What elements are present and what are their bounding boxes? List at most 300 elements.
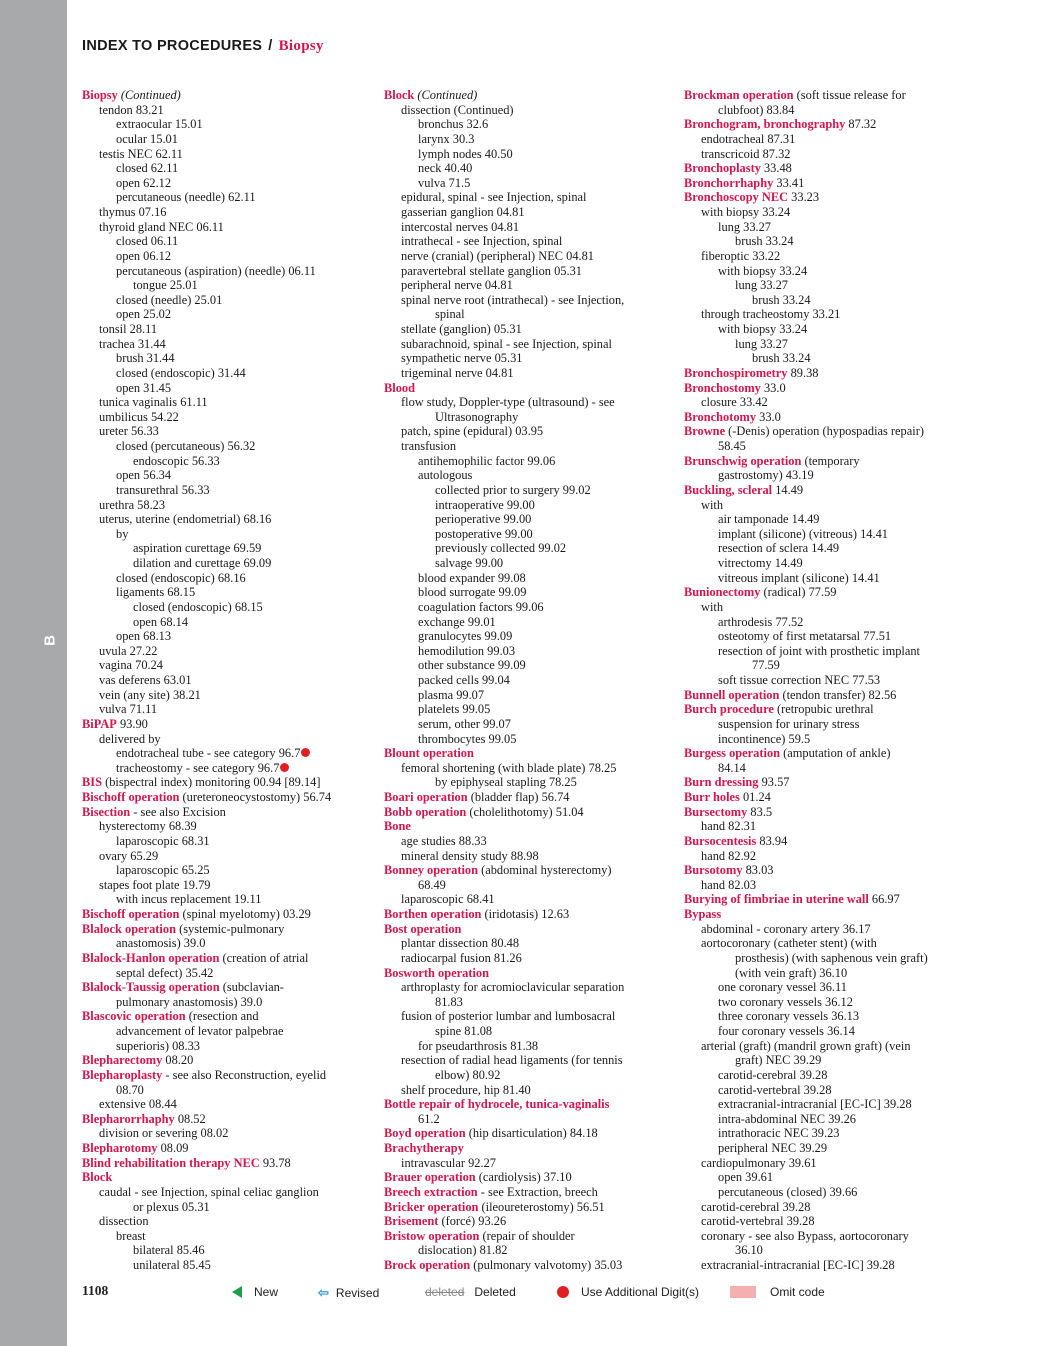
index-entry-text: carotid-cerebral 39.28 <box>701 1199 811 1214</box>
index-entry-text: plasma 99.07 <box>418 687 485 702</box>
index-term: Bronchostomy <box>684 380 761 395</box>
index-term: Bunnell operation <box>684 687 780 702</box>
index-entry-line <box>684 351 974 366</box>
index-entry-text: 33.41 <box>773 175 805 190</box>
index-column-2 <box>384 88 669 1273</box>
index-entry-text: tongue 25.01 <box>133 278 198 293</box>
index-entry-text: 33.48 <box>760 161 792 176</box>
index-entry-text: tunica vaginalis 61.11 <box>99 395 208 410</box>
index-entry-line <box>684 1097 974 1112</box>
index-entry-text: peripheral nerve 04.81 <box>401 278 513 293</box>
index-entry-text: vulva 71.11 <box>99 702 158 717</box>
index-term: Bursotomy <box>684 863 743 878</box>
index-entry-text: uvula 27.22 <box>99 643 158 658</box>
index-entry-text: resection of radial head ligaments (for tennis <box>401 1053 623 1068</box>
index-entry-text: transfusion <box>401 439 457 453</box>
index-entry-text: 83.94 <box>756 833 788 848</box>
index-entry-main <box>684 88 974 103</box>
index-entry-main <box>684 161 974 176</box>
index-entry-line <box>384 571 669 586</box>
index-entry-line <box>684 234 974 249</box>
index-term: Bisection <box>82 804 131 819</box>
index-entry-text: abdominal - coronary artery 36.17 <box>701 921 871 936</box>
index-entry-text: closed (endoscopic) 68.15 <box>133 599 263 614</box>
index-entry-text: brush 33.24 <box>752 292 811 307</box>
index-entry-text: implant (silicone) (vitreous) 14.41 <box>718 526 888 541</box>
index-entry-text: age studies 88.33 <box>401 833 487 848</box>
index-term: Brisement <box>384 1214 439 1229</box>
index-entry-line <box>684 205 974 220</box>
index-entry-line <box>384 264 669 279</box>
index-entry-text: intercostal nerves 04.81 <box>401 219 520 234</box>
index-entry-text: coagulation factors 99.06 <box>418 599 544 614</box>
index-entry-text: exchange 99.01 <box>418 614 496 629</box>
index-entry-text: - see also Reconstruction, eyelid <box>162 1067 327 1082</box>
index-entry-text: packed cells 99.04 <box>418 673 510 687</box>
index-entry-line <box>384 892 669 907</box>
index-entry-line <box>82 688 372 703</box>
index-entry-line <box>82 746 372 761</box>
red-dot-icon <box>557 1286 569 1298</box>
legend-deleted-label: Deleted <box>474 1285 516 1299</box>
index-entry-line <box>82 234 372 249</box>
index-entry-main <box>684 410 974 425</box>
index-entry-text: (-Denis) operation (hypospadias repair) <box>725 424 924 439</box>
index-entry-line <box>82 1214 372 1229</box>
index-entry-text: stellate (ganglion) 05.31 <box>401 322 522 336</box>
index-entry-line <box>684 1258 974 1273</box>
index-entry-main <box>684 863 974 878</box>
index-entry-text: platelets 99.05 <box>418 702 491 717</box>
index-entry-line <box>684 264 974 279</box>
index-entry-line <box>684 1141 974 1156</box>
index-entry-text: fiberoptic 33.22 <box>701 248 781 263</box>
index-entry-line <box>384 1243 669 1258</box>
index-entry-text: closed (needle) 25.01 <box>116 292 223 307</box>
index-entry-line <box>684 556 974 571</box>
index-term: Buckling, scleral <box>684 482 773 497</box>
index-entry-line <box>384 1039 669 1054</box>
index-entry-line <box>384 1156 669 1171</box>
index-entry-line <box>384 995 669 1010</box>
index-entry-line <box>684 717 974 732</box>
index-term: Blind rehabilitation therapy NEC <box>82 1155 260 1170</box>
index-entry-text: (forcé) 93.26 <box>438 1214 507 1229</box>
index-entry-text: hemodilution 99.03 <box>418 643 516 658</box>
index-entry-text: (abdominal hysterectomy) <box>477 863 612 878</box>
index-entry-text: plantar dissection 80.48 <box>401 936 520 951</box>
index-entry-text: with biopsy 33.24 <box>718 322 808 336</box>
index-entry-text: hysterectomy 68.39 <box>99 819 197 834</box>
index-entry-text: aortocoronary (catheter stent) (with <box>701 936 877 951</box>
index-entry-text: open 06.12 <box>116 248 172 263</box>
index-entry-line <box>384 498 669 513</box>
index-entry-line <box>684 1126 974 1141</box>
index-entry-line <box>384 307 669 322</box>
index-entry-text: (hip disarticulation) 84.18 <box>465 1126 598 1141</box>
index-entry-text: spinal <box>435 307 465 322</box>
index-entry-line <box>82 761 372 776</box>
index-entry-text: - see Extraction, breech <box>477 1184 598 1199</box>
index-entry-text: trachea 31.44 <box>99 336 166 351</box>
index-entry-text: pulmonary anastomosis) 39.0 <box>116 994 263 1009</box>
index-entry-line <box>684 571 974 586</box>
index-entry-line <box>384 454 669 469</box>
index-entry-line <box>82 454 372 469</box>
index-entry-line <box>684 1083 974 1098</box>
index-entry-text: vitreous implant (silicone) 14.41 <box>718 570 880 585</box>
index-term: Brock operation <box>384 1258 471 1272</box>
index-entry-text: thrombocytes 99.05 <box>418 731 517 746</box>
index-entry-line <box>384 190 669 205</box>
legend-new-label: New <box>254 1285 279 1299</box>
index-entry-text: septal defect) 35.42 <box>116 965 214 980</box>
index-entry-main <box>82 922 372 937</box>
index-entry-text: coronary - see also Bypass, aortocoronary <box>701 1228 909 1243</box>
index-entry-text: division or severing 08.02 <box>99 1126 229 1141</box>
index-entry-line <box>384 644 669 659</box>
index-entry-text: thymus 07.16 <box>99 205 167 219</box>
index-entry-line <box>384 161 669 176</box>
index-entry-text: vein (any site) 38.21 <box>99 687 201 702</box>
index-entry-text: subarachnoid, spinal - see Injection, spinal <box>401 336 612 351</box>
index-entry-line <box>384 600 669 615</box>
index-entry-line <box>684 819 974 834</box>
index-entry-text: brush 33.24 <box>735 234 794 249</box>
additional-digit-dot-icon <box>280 763 289 772</box>
index-entry-text: 83.03 <box>742 863 774 878</box>
index-entry-line <box>684 293 974 308</box>
index-column-1 <box>82 88 372 1273</box>
index-entry-text: postoperative 99.00 <box>435 526 533 541</box>
index-entry-main <box>384 819 669 834</box>
index-entry-text: arthroplasty for acromioclavicular separation <box>401 980 625 995</box>
index-entry-main <box>384 863 669 878</box>
index-entry-text: open 31.45 <box>116 380 172 395</box>
index-entry-main <box>684 702 974 717</box>
index-entry-text: carotid-vertebral 39.28 <box>718 1082 832 1097</box>
index-entry-line <box>384 702 669 717</box>
index-entry-line <box>384 512 669 527</box>
index-entry-line <box>82 161 372 176</box>
index-entry-line <box>82 205 372 220</box>
index-term: Brunschwig operation <box>684 453 802 468</box>
index-entry-line <box>684 1112 974 1127</box>
index-entry-line <box>384 176 669 191</box>
index-entry-text: (amputation of ankle) <box>780 746 891 761</box>
index-entry-main <box>684 805 974 820</box>
index-term: Bypass <box>684 907 722 921</box>
index-entry-text: 89.38 <box>787 365 819 380</box>
index-entry-line <box>384 834 669 849</box>
index-entry-line <box>82 468 372 483</box>
index-entry-line <box>82 176 372 191</box>
index-entry-text: aspiration curettage 69.59 <box>133 541 262 556</box>
side-tab <box>0 0 67 1346</box>
index-term: Bronchotomy <box>684 409 757 424</box>
index-entry-text: lung 33.27 <box>735 336 789 351</box>
index-entry-line <box>82 439 372 454</box>
revised-arrow-icon: ⇦ <box>318 1285 328 1300</box>
index-entry-main <box>684 892 974 907</box>
index-term: BiPAP <box>82 716 117 731</box>
index-entry-main <box>82 790 372 805</box>
index-entry-line <box>684 1214 974 1229</box>
index-entry-text: (ileoureterostomy) 56.51 <box>478 1199 605 1214</box>
index-entry-text: epidural, spinal - see Injection, spinal <box>401 190 587 205</box>
index-term: Bricker operation <box>384 1199 479 1214</box>
index-entry-main <box>384 966 669 981</box>
index-entry-text: gastrostomy) 43.19 <box>718 468 814 483</box>
legend-revised <box>318 1285 379 1301</box>
index-entry-text: brush 31.44 <box>116 351 175 366</box>
legend-omit-label: Omit code <box>770 1285 825 1299</box>
index-entry-text: (cardiolysis) 37.10 <box>475 1170 572 1185</box>
index-entry-text: lymph nodes 40.50 <box>418 146 513 161</box>
index-entry-line <box>684 732 974 747</box>
index-entry-text: percutaneous (needle) 62.11 <box>116 190 256 205</box>
page-footer <box>0 1283 1052 1303</box>
index-entry-text: extracranial-intracranial [EC-IC] 39.28 <box>701 1258 895 1272</box>
legend-additional-digit <box>557 1285 699 1299</box>
index-entry-text: vulva 71.5 <box>418 175 471 190</box>
index-entry-text: arterial (graft) (mandril grown graft) (vein <box>701 1038 911 1053</box>
index-term: Browne <box>684 424 726 439</box>
index-term: Boari operation <box>384 790 468 804</box>
index-entry-text: lung 33.27 <box>718 219 772 234</box>
index-entry-line <box>384 1068 669 1083</box>
index-entry-main <box>384 1200 669 1215</box>
index-entry-text: endotracheal 87.31 <box>701 131 796 146</box>
index-entry-text: granulocytes 99.09 <box>418 629 513 644</box>
index-entry-line <box>684 103 974 118</box>
index-entry-line <box>684 849 974 864</box>
index-entry-main <box>82 1053 372 1068</box>
index-entry-line <box>684 1039 974 1054</box>
index-entry-line <box>82 351 372 366</box>
index-entry-main <box>384 907 669 922</box>
index-entry-text: fusion of posterior lumbar and lumbosacral <box>401 1009 616 1024</box>
index-entry-text: laparoscopic 65.25 <box>116 863 210 878</box>
index-entry-text: closure 33.42 <box>701 395 768 410</box>
index-entry-text: blood surrogate 99.09 <box>418 585 527 600</box>
index-entry-text: dilation and curettage 69.09 <box>133 556 272 570</box>
index-entry-text: incontinence) 59.5 <box>718 731 811 746</box>
index-entry-text: vitrectomy 14.49 <box>718 556 803 570</box>
index-entry-text: percutaneous (aspiration) (needle) 06.11 <box>116 263 316 278</box>
index-entry-line <box>82 220 372 235</box>
index-entry-text: dissection (Continued) <box>401 102 514 117</box>
index-entry-text: four coronary vessels 36.14 <box>718 1024 855 1038</box>
index-entry-text: sympathetic nerve 05.31 <box>401 351 523 366</box>
index-term: Bursectomy <box>684 804 748 819</box>
index-term: Blepharorrhaphy <box>82 1111 175 1126</box>
index-entry-line <box>384 468 669 483</box>
index-entry-text: soft tissue correction NEC 77.53 <box>718 673 881 687</box>
index-entry-line <box>82 644 372 659</box>
index-entry-text: 08.52 <box>174 1111 206 1126</box>
index-entry-text: thyroid gland NEC 06.11 <box>99 219 224 234</box>
index-entry-main <box>82 1141 372 1156</box>
index-entry-line <box>384 337 669 352</box>
index-entry-text: endoscopic 56.33 <box>133 453 220 468</box>
index-entry-text: ocular 15.01 <box>116 131 178 146</box>
index-entry-text: breast <box>116 1228 146 1243</box>
index-entry-text: brush 33.24 <box>752 351 811 366</box>
index-entry-text: intrathecal - see Injection, spinal <box>401 234 563 249</box>
index-entry-line <box>82 702 372 717</box>
index-entry-text: trigeminal nerve 04.81 <box>401 365 514 380</box>
index-entry-line <box>82 498 372 513</box>
index-entry-text: neck 40.40 <box>418 161 473 176</box>
index-entry-line <box>684 439 974 454</box>
index-entry-line <box>684 1243 974 1258</box>
index-entry-text: (spinal myelotomy) 03.29 <box>179 907 311 921</box>
index-term: Brauer operation <box>384 1170 476 1185</box>
index-entry-main <box>684 688 974 703</box>
index-entry-main <box>684 790 974 805</box>
index-entry-text: through tracheostomy 33.21 <box>701 307 841 322</box>
index-entry-text: ligaments 68.15 <box>116 585 196 600</box>
index-term: Block <box>384 88 415 102</box>
index-entry-line <box>82 117 372 132</box>
index-entry-text: caudal - see Injection, spinal celiac ganglion <box>99 1184 319 1199</box>
index-entry-line <box>384 527 669 542</box>
index-entry-line <box>384 366 669 381</box>
index-entry-text: radiocarpal fusion 81.26 <box>401 950 522 965</box>
index-entry-text: 08.09 <box>157 1141 189 1155</box>
index-entry-line <box>384 732 669 747</box>
index-entry-line <box>684 600 974 615</box>
index-entry-line <box>684 658 974 673</box>
index-entry-text: three coronary vessels 36.13 <box>718 1009 860 1024</box>
index-entry-line <box>684 249 974 264</box>
index-entry-text: dissection <box>99 1214 149 1229</box>
index-entry-text: salvage 99.00 <box>435 556 504 570</box>
index-entry-main <box>684 366 974 381</box>
index-entry-line <box>384 205 669 220</box>
index-entry-text: carotid-vertebral 39.28 <box>701 1214 815 1229</box>
index-entry-text: blood expander 99.08 <box>418 570 526 585</box>
index-term: Blood <box>384 380 415 395</box>
page-number: 1108 <box>82 1283 109 1298</box>
index-entry-text: vagina 70.24 <box>99 658 164 673</box>
index-entry-line <box>384 849 669 864</box>
index-entry-text: by epiphyseal stapling 78.25 <box>435 775 577 790</box>
index-entry-line <box>684 337 974 352</box>
index-entry-line <box>384 1024 669 1039</box>
index-entry-line <box>384 629 669 644</box>
index-entry-line <box>82 673 372 688</box>
index-entry-line <box>82 849 372 864</box>
index-entry-line <box>82 278 372 293</box>
index-entry-text: 77.59 <box>752 658 780 673</box>
index-entry-line <box>684 1009 974 1024</box>
index-entry-line <box>82 1039 372 1054</box>
index-entry-line <box>684 936 974 951</box>
header-title: INDEX TO PROCEDURES <box>82 38 263 54</box>
index-entry-text: gasserian ganglion 04.81 <box>401 205 525 219</box>
index-entry-line <box>82 322 372 337</box>
index-entry-text: with <box>701 599 724 614</box>
index-entry-text: hand 82.92 <box>701 848 757 863</box>
index-entry-text: (resection and <box>185 1009 259 1024</box>
index-entry-text: (bispectral index) monitoring 00.94 [89.14] <box>101 775 321 790</box>
index-entry-line <box>684 322 974 337</box>
index-entry-text: with incus replacement 19.11 <box>116 892 262 907</box>
index-entry-text: collected prior to surgery 99.02 <box>435 482 591 497</box>
index-entry-line <box>82 190 372 205</box>
index-entry-text: 84.14 <box>718 760 746 775</box>
index-entry-line <box>384 1083 669 1098</box>
index-entry-text: shelf procedure, hip 81.40 <box>401 1082 531 1097</box>
index-term: Bronchogram, bronchography <box>684 117 846 132</box>
index-entry-line <box>384 951 669 966</box>
index-entry-line <box>384 132 669 147</box>
index-entry-line <box>684 1053 974 1068</box>
index-entry-line <box>384 424 669 439</box>
index-entry-main <box>684 117 974 132</box>
index-entry-line <box>684 1156 974 1171</box>
index-entry-text: (retropubic urethral <box>773 702 874 717</box>
index-entry-line <box>82 527 372 542</box>
index-entry-text: 01.24 <box>739 790 771 804</box>
index-entry-text: 93.90 <box>116 716 148 731</box>
index-entry-text: open 56.34 <box>116 468 172 483</box>
index-entry-line <box>384 293 669 308</box>
index-entry-main <box>384 1141 669 1156</box>
index-entry-text: (subclavian- <box>219 980 284 995</box>
index-term: Bronchospirometry <box>684 365 788 380</box>
index-entry-line <box>384 483 669 498</box>
index-entry-main <box>82 951 372 966</box>
index-entry-line <box>82 1097 372 1112</box>
index-entry-text: by <box>116 526 129 541</box>
index-entry-line <box>684 980 974 995</box>
index-entry-line <box>384 761 669 776</box>
index-entry-line <box>684 951 974 966</box>
index-entry-text: lung 33.27 <box>735 278 789 293</box>
index-entry-line <box>384 541 669 556</box>
index-entry-text: vas deferens 63.01 <box>99 673 192 687</box>
index-entry-line <box>384 410 669 425</box>
index-term: Bronchoscopy NEC <box>684 190 789 205</box>
index-term: Brachytherapy <box>384 1141 464 1155</box>
index-entry-text: bronchus 32.6 <box>418 117 489 132</box>
index-entry-text: 61.2 <box>418 1111 440 1126</box>
index-term: Bunionectomy <box>684 585 761 600</box>
index-term: Bursocentesis <box>684 833 757 848</box>
index-entry-text: spine 81.08 <box>435 1024 493 1038</box>
index-entry-main <box>384 88 669 103</box>
index-entry-line <box>684 498 974 513</box>
index-entry-line <box>684 527 974 542</box>
index-entry-text: closed (percutaneous) 56.32 <box>116 439 256 453</box>
index-entry-text: spinal nerve root (intrathecal) - see Injection, <box>401 292 625 307</box>
index-entry-line <box>82 936 372 951</box>
index-entry-main <box>82 805 372 820</box>
index-entry-line <box>82 541 372 556</box>
index-entry-text: hand 82.03 <box>701 877 757 892</box>
index-entry-text: perioperative 99.00 <box>435 512 532 527</box>
index-entry-text: arthrodesis 77.52 <box>718 614 804 629</box>
index-entry-text: extracranial-intracranial [EC-IC] 39.28 <box>718 1097 912 1112</box>
index-term: Burn dressing <box>684 775 759 790</box>
index-entry-main <box>684 483 974 498</box>
index-entry-line <box>82 1024 372 1039</box>
index-entry-main <box>384 746 669 761</box>
index-entry-line <box>82 424 372 439</box>
